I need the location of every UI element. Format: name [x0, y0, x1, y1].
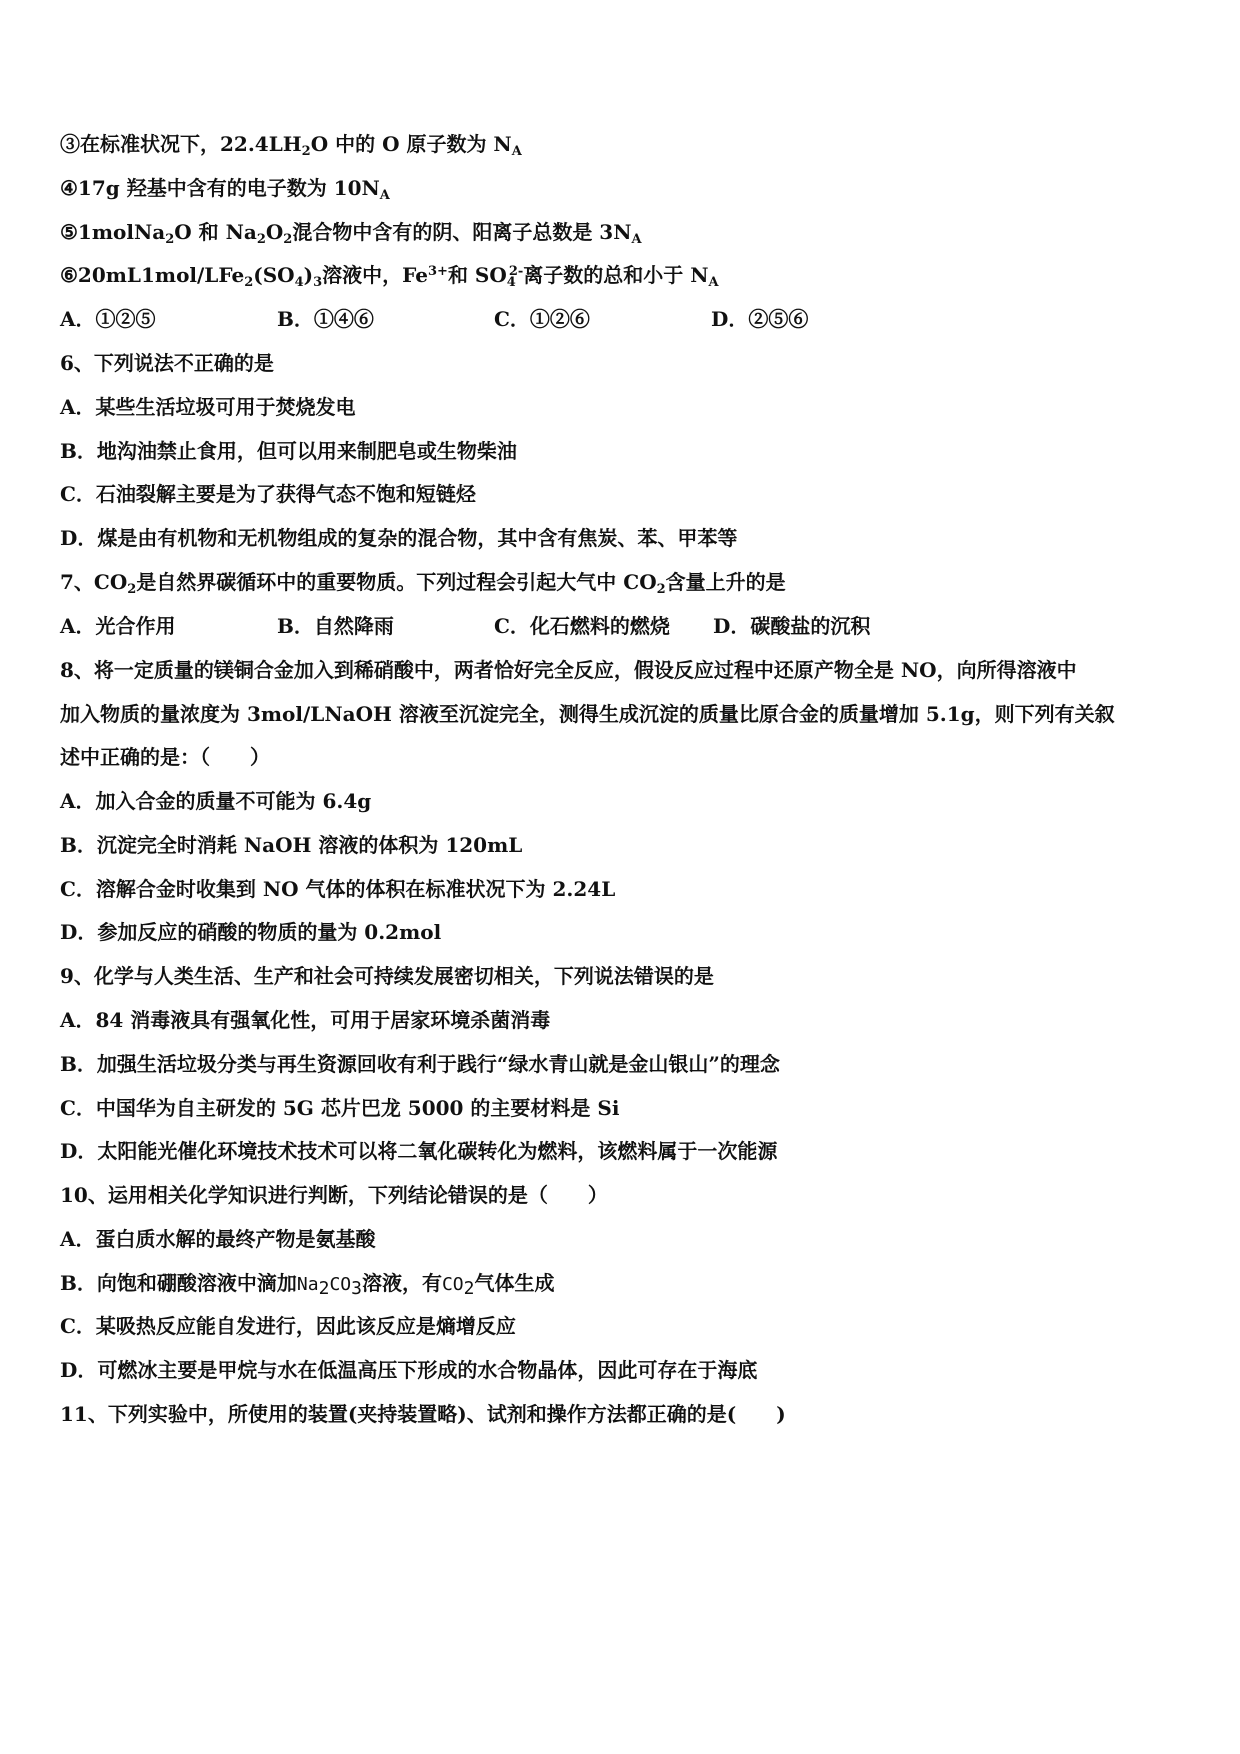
question-11-stem: 11、下列实验中，所使用的装置(夹持装置略)、试剂和操作方法都正确的是( ): [60, 1402, 786, 1426]
question-9-option-a: A．84 消毒液具有强氧化性，可用于居家环境杀菌消毒: [60, 1008, 551, 1032]
question-8-stem-line-3: 述中正确的是：（ ）: [60, 745, 270, 769]
option-d: D．碳酸盐的沉积: [713, 614, 871, 638]
question-10-stem: 10、运用相关化学知识进行判断，下列结论错误的是（ ）: [60, 1183, 608, 1207]
option-a: A．①②⑤: [60, 307, 156, 331]
statement-5: ⑤1molNa$_2$O 和 $Na_2O_2$混合物中含有的阴、阳离子总数是 $3N_A$: [60, 220, 642, 247]
statement-4: ④17g 羟基中含有的电子数为 $10N_A$: [60, 176, 390, 203]
question-10-option-a: A．蛋白质水解的最终产物是氨基酸: [60, 1227, 376, 1251]
question-8-stem-line-1: 8、将一定质量的镁铜合金加入到稀硝酸中，两者恰好完全反应，假设反应过程中还原产物全是 NO，向所得溶液中: [60, 658, 1077, 682]
question-6-stem: 6、下列说法不正确的是: [60, 351, 274, 375]
question-9-option-b: B．加强生活垃圾分类与再生资源回收有利于践行“绿水青山就是金山银山”的理念: [60, 1052, 780, 1076]
question-6-option-a: A．某些生活垃圾可用于焚烧发电: [60, 395, 356, 419]
question-10-option-c: C．某吸热反应能自发进行，因此该反应是熵增反应: [60, 1314, 516, 1338]
question-10-option-b: B．向饱和硼酸溶液中滴加$Na_2CO_3$溶液，有$CO_2$气体生成: [60, 1271, 555, 1299]
question-8-option-b: B．沉淀完全时消耗 NaOH 溶液的体积为 120mL: [60, 833, 523, 857]
statement-6: $⑥20mL1mol/LFe_2(SO_4)_3$溶液中，$Fe^{3+}$和 $SO_4^{2-}$离子数的总和小于 $N_A$: [60, 263, 719, 290]
question-8-option-a: A．加入合金的质量不可能为 6.4g: [60, 789, 372, 813]
question-9-option-c: C．中国华为自主研发的 5G 芯片巴龙 5000 的主要材料是 Si: [60, 1096, 620, 1120]
option-c: C．化石燃料的燃烧: [494, 614, 670, 638]
question-8-option-c: C．溶解合金时收集到 NO 气体的体积在标准状况下为 2.24L: [60, 877, 616, 901]
option-c: C．①②⑥: [494, 307, 590, 331]
question-6-option-d: D．煤是由有机物和无机物组成的复杂的混合物，其中含有焦炭、苯、甲苯等: [60, 526, 738, 550]
question-7-stem: 7、$CO_2$是自然界碳循环中的重要物质。下列过程会引起大气中 $CO_2$含量上升的是: [60, 570, 786, 597]
option-a: A．光合作用: [60, 614, 176, 638]
question-8-stem-line-2: 加入物质的量浓度为 3mol/LNaOH 溶液至沉淀完全，测得生成沉淀的质量比原合金的质量增加 5.1g，则下列有关叙: [60, 702, 1115, 726]
question-6-option-c: C．石油裂解主要是为了获得气态不饱和短链烃: [60, 482, 476, 506]
option-b: B．①④⑥: [277, 307, 374, 331]
question-6-option-b: B．地沟油禁止食用，但可以用来制肥皂或生物柴油: [60, 439, 517, 463]
question-9-option-d: D．太阳能光催化环境技术技术可以将二氧化碳转化为燃料，该燃料属于一次能源: [60, 1139, 778, 1163]
question-10-option-d: D．可燃冰主要是甲烷与水在低温高压下形成的水合物晶体，因此可存在于海底: [60, 1358, 758, 1382]
statement-3: ③在标准状况下，$22.4LH_2O$ 中的 O 原子数为 $N_A$: [60, 132, 522, 159]
option-d: D．②⑤⑥: [711, 307, 809, 331]
question-8-option-d: D．参加反应的硝酸的物质的量为 0.2mol: [60, 920, 442, 944]
question-9-stem: 9、化学与人类生活、生产和社会可持续发展密切相关，下列说法错误的是: [60, 964, 714, 988]
option-b: B．自然降雨: [277, 614, 394, 638]
